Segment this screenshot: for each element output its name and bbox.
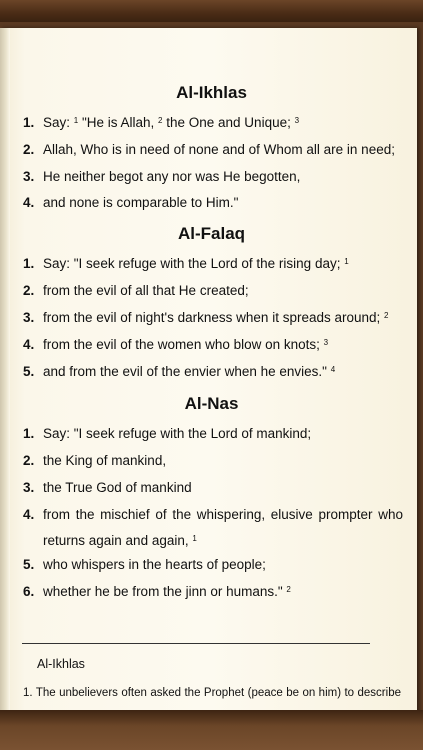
verse-number: 1. — [23, 256, 35, 271]
footnote-ref[interactable]: 3 — [323, 338, 329, 347]
verse-number: 1. — [23, 115, 35, 130]
verse-number: 5. — [23, 364, 35, 379]
verse — [20, 579, 403, 605]
footnote-ref[interactable]: 1 — [192, 534, 197, 543]
footnote-ref[interactable]: 3 — [294, 116, 300, 125]
verse-text: from the evil of night's darkness when it spreads around; $^2$ — [43, 310, 389, 325]
verse-text: from the evil of the women who blow on knots; $^3$ — [43, 337, 329, 352]
verse-number: 4. — [23, 195, 35, 210]
verse-text: Say: $^1$ "He is Allah, $^2$ the One and Unique; $^3$ — [43, 115, 300, 130]
footnote-divider — [22, 643, 370, 644]
verse-text: from the evil of all that He created; — [43, 283, 249, 298]
footnote-ref[interactable]: 4 — [330, 365, 336, 374]
verse — [20, 278, 403, 304]
footnote-text: 1. The unbelievers often asked the Prophet (peace be on him) to describe — [23, 687, 401, 699]
verse-number: 3. — [23, 169, 35, 184]
wood-frame-top — [0, 0, 423, 22]
page-spine-edge — [0, 28, 10, 718]
verse-number: 2. — [23, 142, 35, 157]
verse — [20, 502, 403, 554]
wood-frame-bottom — [0, 710, 423, 750]
footnote-ref[interactable]: 1 — [344, 257, 349, 266]
verse-text: who whispers in the hearts of people; — [43, 557, 266, 572]
verse-number: 6. — [23, 584, 35, 599]
surah-title: Al-Ikhlas — [176, 83, 247, 102]
verse — [20, 421, 403, 447]
verse-number: 1. — [23, 426, 35, 441]
verse-text: the True God of mankind — [43, 480, 192, 495]
verse-number: 2. — [23, 453, 35, 468]
footnote-ref[interactable]: 2 — [384, 311, 389, 320]
verse — [20, 359, 403, 385]
verse-text: from the mischief of the whispering, elusive prompter who returns again and again, $^1$ — [43, 507, 403, 548]
verse-number: 4. — [23, 507, 35, 522]
footnote-ref[interactable]: 2 — [286, 585, 291, 594]
verse-text: He neither begot any nor was He begotten, — [43, 169, 301, 184]
verse-text: Say: "I seek refuge with the Lord of mankind; — [43, 426, 312, 441]
verse-text: and none is comparable to Him." — [43, 195, 239, 210]
verse — [20, 110, 403, 136]
verse — [20, 190, 403, 216]
verse-text: whether he be from the jinn or humans." $^2$ — [43, 584, 291, 599]
verse-number: 2. — [23, 283, 35, 298]
verse — [20, 164, 403, 190]
verse — [20, 332, 403, 358]
verse — [20, 448, 403, 474]
verse-text: the King of mankind, — [43, 453, 167, 468]
book-page[interactable] — [0, 28, 417, 718]
verse-number: 4. — [23, 337, 35, 352]
verse-text: Say: "I seek refuge with the Lord of the rising day; $^1$ — [43, 256, 349, 271]
verse-text: Allah, Who is in need of none and of Whom all are in need; — [43, 142, 395, 157]
verse — [20, 305, 403, 331]
surah-title: Al-Nas — [184, 394, 239, 413]
verse — [20, 552, 403, 578]
surah-title: Al-Falaq — [177, 224, 246, 243]
verse-number: 3. — [23, 480, 35, 495]
verse-number: 5. — [23, 557, 35, 572]
verse — [20, 475, 403, 501]
footnote-ref[interactable]: 1 — [73, 116, 79, 125]
verse — [20, 137, 403, 163]
verse-text: and from the evil of the envier when he envies." $^4$ — [43, 364, 336, 379]
footnote-section-title: Al-Ikhlas — [37, 657, 85, 671]
verse — [20, 251, 403, 277]
verse-number: 3. — [23, 310, 35, 325]
footnote-ref[interactable]: 2 — [158, 116, 163, 125]
